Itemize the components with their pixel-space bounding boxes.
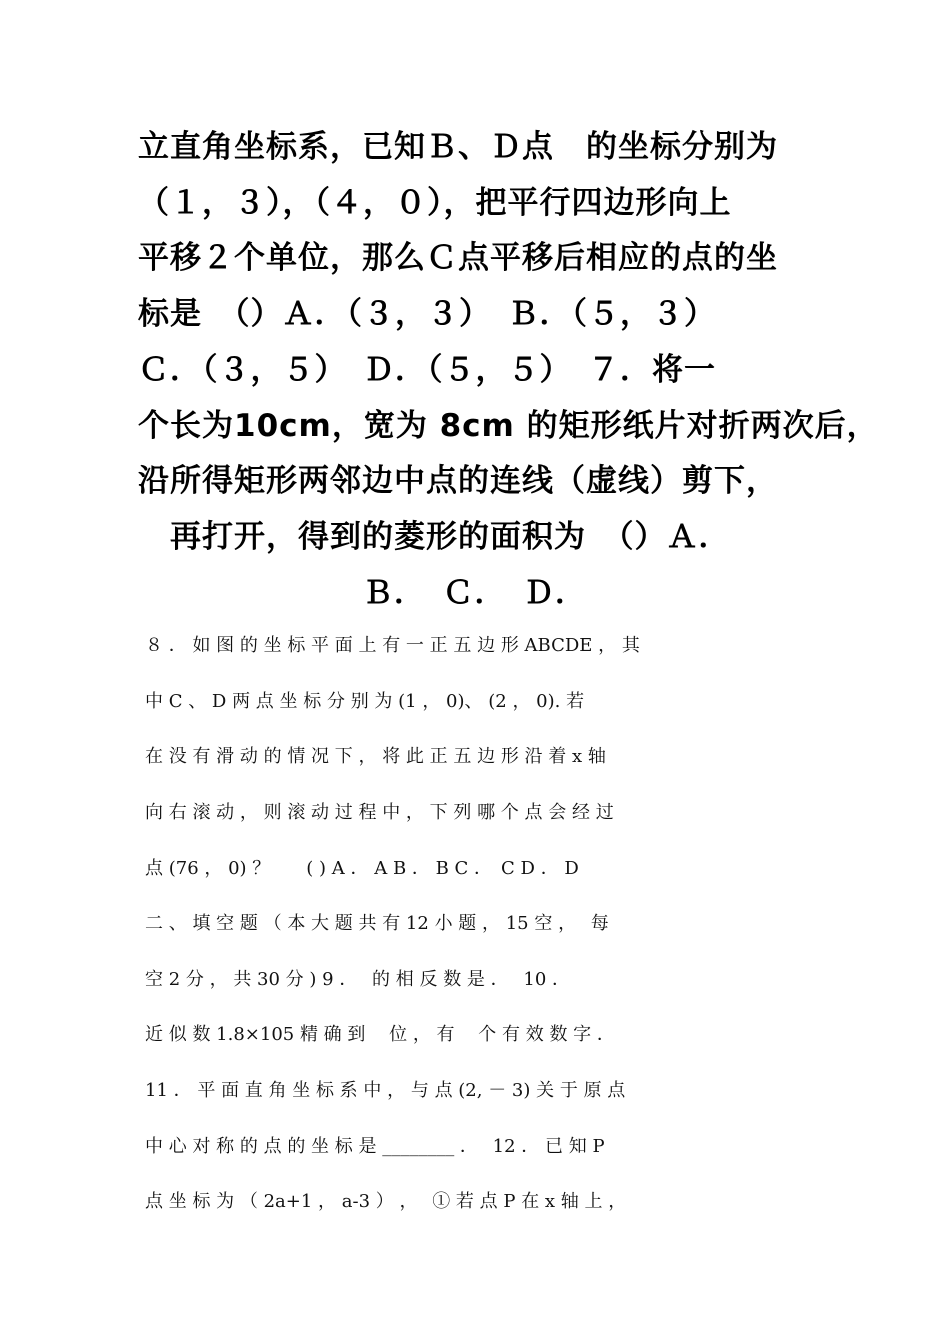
text-line: 在 没 有 滑 动 的 情 况 下 ， 将 此 正 五 边 形 沿 着 x 轴 [145, 746, 606, 767]
text-line: 点 (76 ， 0) ？ ( ) A ． A B ． B C ． C D ． D [145, 858, 579, 879]
text-line: 中 C 、 D 两 点 坐 标 分 别 为 (1 ， 0)、 (2 ， 0). 若 [145, 691, 585, 712]
text-line: 点 坐 标 为 （ 2a+1 ， a-3 ） ， ① 若 点 P 在 x 轴 上 ， [145, 1191, 627, 1212]
text-line: Ｃ．（３，５） Ｄ．（５，５） ７．将一 [138, 352, 716, 388]
text-line: ８ ． 如 图 的 坐 标 平 面 上 有 一 正 五 边 形 ABCDE ， 其 [145, 635, 640, 656]
text-line: 中 心 对 称 的 点 的 坐 标 是 ________ ． 12 ． 已 知 P [145, 1136, 605, 1157]
text-line: 二 、 填 空 题 （ 本 大 题 共 有 12 小 题 ， 15 空 ， 每 [145, 913, 609, 934]
text-line: 个长为10cm，宽为 8cm 的矩形纸片对折两次后， [138, 408, 879, 444]
text-line: 立直角坐标系，已知Ｂ、Ｄ点 的坐标分别为 [138, 129, 778, 165]
text-line: 近 似 数 1.8×105 精 确 到 位 ， 有 个 有 效 数 字 ． [145, 1024, 615, 1045]
text-line: 空 2 分 ， 共 30 分 ) 9 ． 的 相 反 数 是 ． 10 ． [145, 969, 571, 990]
text-line: （１，３），（４，０），把平行四边形向上 [138, 185, 732, 221]
text-line: 沿所得矩形两邻边中点的连线（虚线）剪下， [138, 463, 778, 499]
text-line: 标是 （）Ａ．（３，３） Ｂ．（５，３） [138, 296, 716, 332]
text-line: 11 ． 平 面 直 角 坐 标 系 中 ， 与 点 (2, － 3) 关 于 原 点 [145, 1080, 626, 1101]
text-line: Ｂ． Ｃ． Ｄ． [138, 575, 587, 611]
text-line: 再打开，得到的菱形的面积为 （）Ａ． [138, 519, 731, 555]
text-line: 平移２个单位，那么Ｃ点平移后相应的点的坐 [138, 240, 778, 276]
text-line: 向 右 滚 动 ， 则 滚 动 过 程 中 ， 下 列 哪 个 点 会 经 过 [145, 802, 614, 823]
